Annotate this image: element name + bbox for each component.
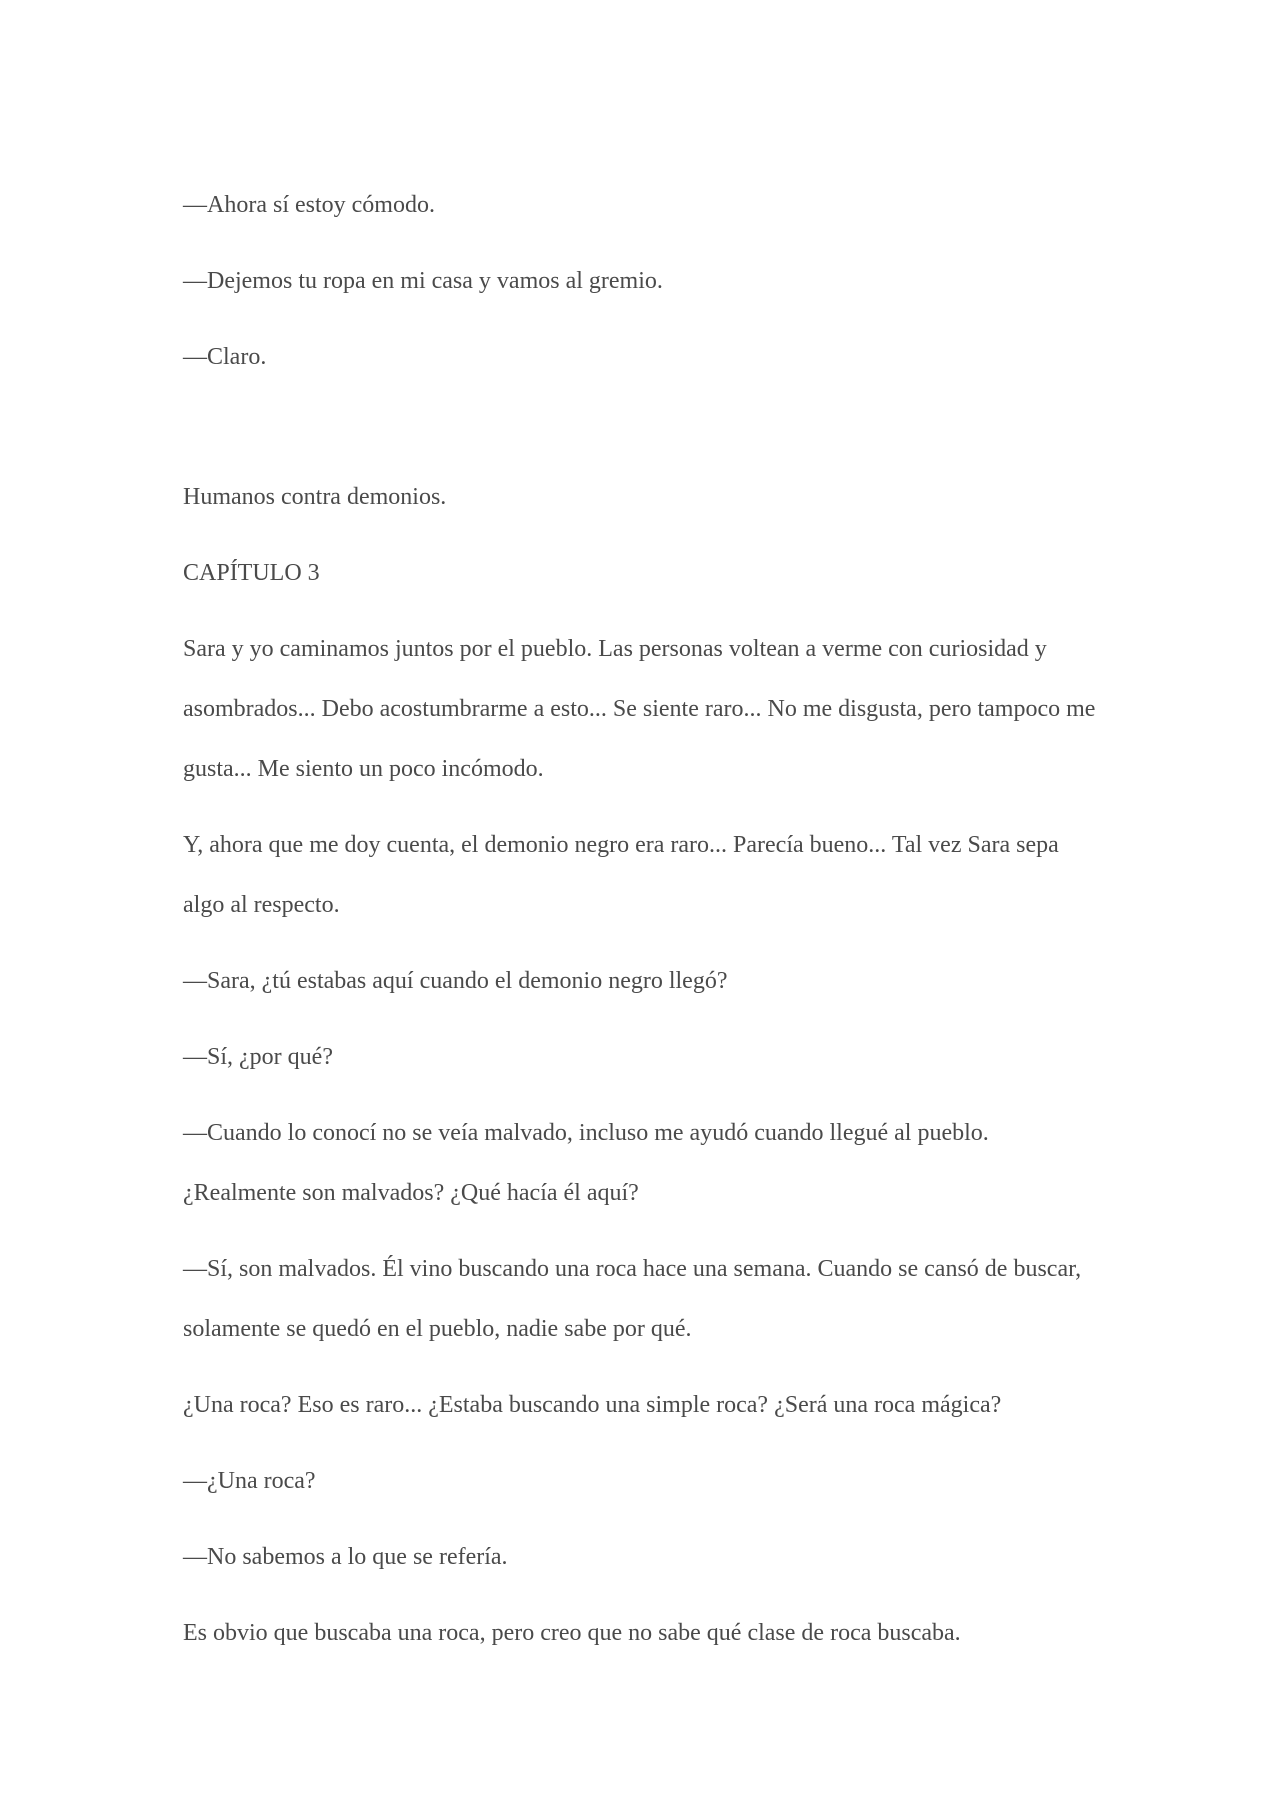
paragraph: —Cuando lo conocí no se veía malvado, incluso me ayudó cuando llegué al pueblo. ¿Realmente son malvados? ¿Qué hacía él aquí? <box>183 1120 989 1206</box>
paragraph: —Sí, son malvados. Él vino buscando una roca hace una semana. Cuando se cansó de buscar, solamente se quedó en el pueblo, nadie sabe por qué. <box>183 1256 1082 1342</box>
paragraph: —Sara, ¿tú estabas aquí cuando el demonio negro llegó? <box>183 968 728 994</box>
paragraph: —Claro. <box>183 344 267 370</box>
paragraph: —No sabemos a lo que se refería. <box>183 1544 508 1570</box>
paragraph: Y, ahora que me doy cuenta, el demonio negro era raro... Parecía bueno... Tal vez Sara sepa algo al respecto. <box>183 832 1059 918</box>
chapter-heading: CAPÍTULO 3 <box>183 560 320 586</box>
paragraph: —¿Una roca? <box>183 1468 316 1494</box>
section-break <box>183 403 1103 467</box>
paragraph: ¿Una roca? Eso es raro... ¿Estaba buscando una simple roca? ¿Será una roca mágica? <box>183 1392 1002 1418</box>
section-title: Humanos contra demonios. <box>183 484 447 510</box>
paragraph: Sara y yo caminamos juntos por el pueblo. Las personas voltean a verme con curiosidad y asombrados... Debo acostumbrarme a esto... Se siente raro... No me disgusta, pero tampoco me gusta... Me siento un poco incómodo. <box>183 636 1096 782</box>
paragraph: —Dejemos tu ropa en mi casa y vamos al gremio. <box>183 268 663 294</box>
document-body <box>183 175 1103 1679</box>
paragraph: —Ahora sí estoy cómodo. <box>183 192 435 218</box>
paragraph: —Sí, ¿por qué? <box>183 1044 333 1070</box>
paragraph: Es obvio que buscaba una roca, pero creo que no sabe qué clase de roca buscaba. <box>183 1620 961 1646</box>
